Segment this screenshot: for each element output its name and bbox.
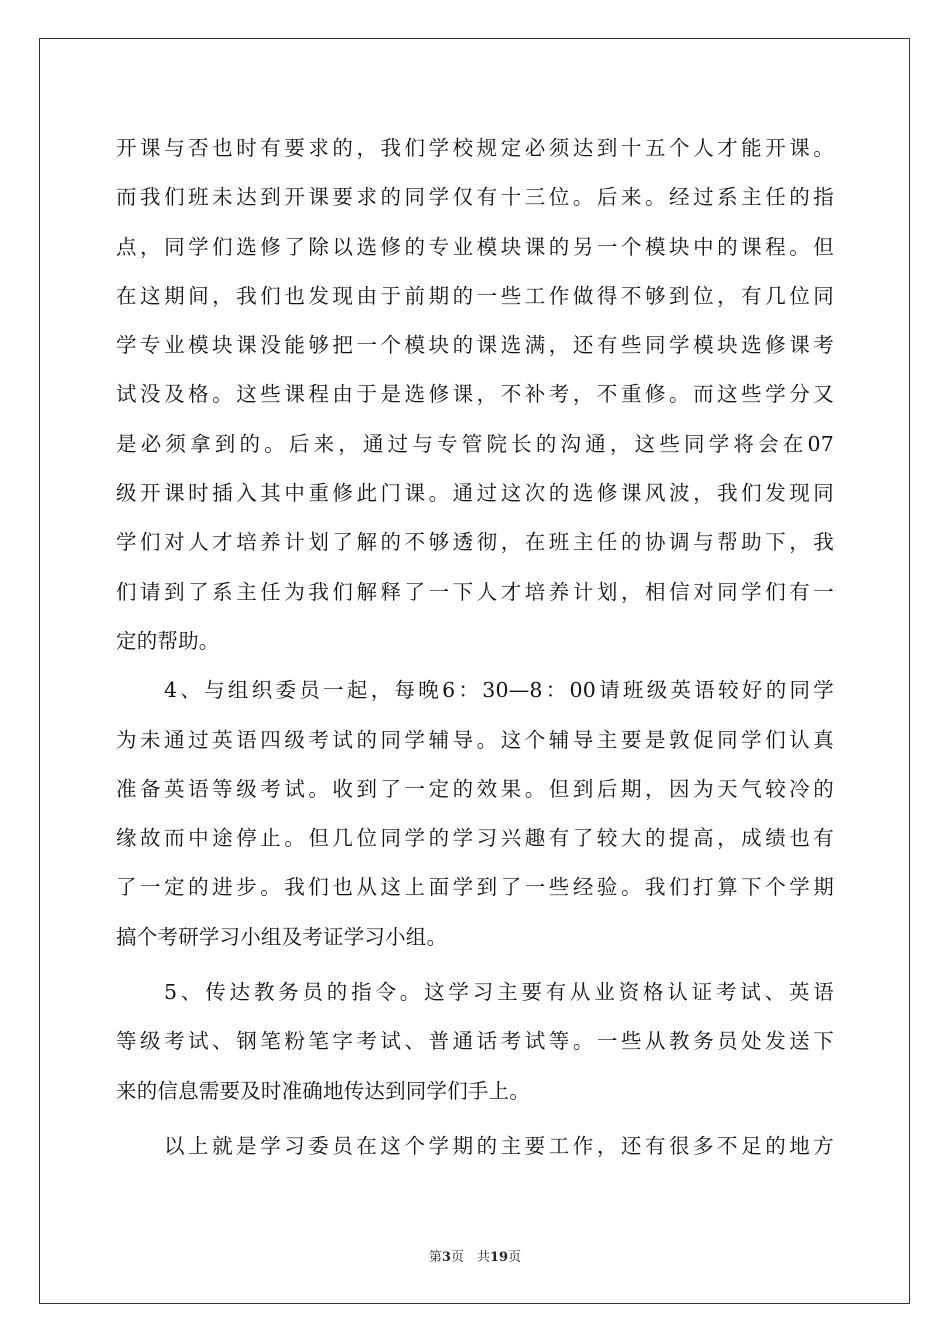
body-line: 而我们班未达到开课要求的同学仅有十三位。后来。经过系主任的指 — [116, 185, 834, 210]
document-body — [116, 124, 834, 1171]
body-line: 试没及格。这些课程由于是选修课，不补考，不重修。而这些学分又 — [116, 382, 834, 407]
body-line: 为未通过英语四级考试的同学辅导。这个辅导主要是敦促同学们认真 — [116, 727, 834, 752]
footer-page-current: 3 — [441, 1250, 451, 1265]
body-line: 开课与否也时有要求的，我们学校规定必须达到十五个人才能开课。 — [116, 136, 834, 160]
body-line: 点，同学们选修了除以选修的专业模块课的另一个模块中的课程。但 — [116, 234, 834, 259]
body-line: 级开课时插入其中重修此门课。通过这次的选修课风波，我们发现同 — [116, 481, 834, 506]
body-line: 缘故而中途停止。但几位同学的学习兴趣有了较大的提高，成绩也有 — [116, 826, 834, 851]
footer-page-prefix: 第 — [428, 1250, 442, 1265]
paragraph-6-line: 以上就是学习委员在这个学期的主要工作，还有很多不足的地方 — [164, 1133, 834, 1158]
body-line: 来的信息需要及时准确地传达到同学们手上。 — [116, 1078, 530, 1103]
body-line: 学们对人才培养计划了解的不够透彻，在班主任的协调与帮助下，我 — [116, 530, 834, 555]
body-line: 准备英语等级考试。收到了一定的效果。但到后期，因为天气较冷的 — [116, 776, 834, 801]
body-line: 学专业模块课没能够把一个模块的课选满，还有些同学模块选修课考 — [116, 333, 834, 358]
body-line: 在这期间，我们也发现由于前期的一些工作做得不够到位，有几位同 — [116, 283, 834, 308]
footer-page-mid: 页 共 — [450, 1250, 490, 1265]
body-line: 等级考试、钢笔粉笔字考试、普通话考试等。一些从教务员处发送下 — [116, 1029, 834, 1054]
body-line: 了一定的进步。我们也从这上面学到了一些经验。我们打算下个学期 — [116, 875, 834, 900]
paragraph-5-line: 5、传达教务员的指令。这学习主要有从业资格认证考试、英语 — [164, 980, 834, 1005]
body-line: 们请到了系主任为我们解释了一下人才培养计划，相信对同学们有一 — [116, 579, 834, 604]
body-line: 搞个考研学习小组及考证学习小组。 — [116, 924, 448, 949]
footer-page-total: 19 — [489, 1250, 509, 1265]
paragraph-4-line: 4、与组织委员一起，每晚6：30—8：00请班级英语较好的同学 — [164, 678, 834, 703]
body-line: 是必须拿到的。后来，通过与专管院长的沟通，这些同学将会在07 — [116, 431, 834, 456]
page-footer — [0, 1246, 950, 1265]
body-line: 定的帮助。 — [116, 628, 220, 653]
footer-page-suffix: 页 — [508, 1250, 522, 1265]
